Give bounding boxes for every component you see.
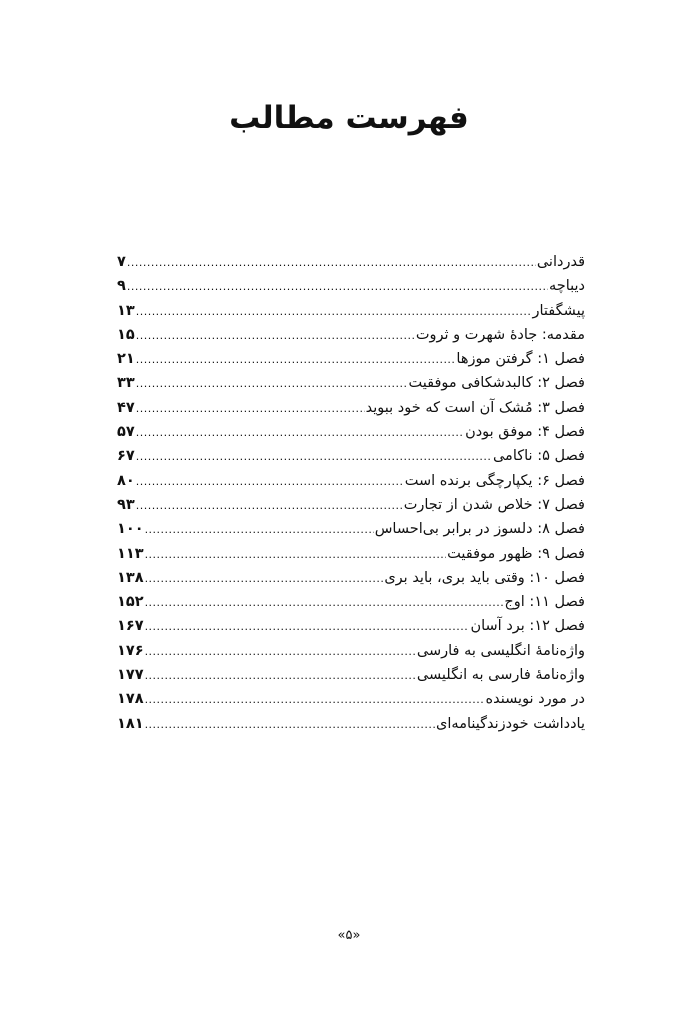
toc-dot-leader [136,324,415,348]
toc-entry-label: فصل ۱۲: برد آسان [470,618,585,635]
toc-dot-leader [136,421,464,445]
toc-entry [117,590,585,614]
page-title: فهرست مطالب [229,100,469,136]
toc-dot-leader [127,275,548,299]
toc-entry-page: ۸۰ [117,472,135,489]
toc-entry-label: فصل ۷: خلاص شدن از تجارت [403,496,585,513]
toc-dot-leader [145,615,470,639]
toc-dot-leader [145,664,416,688]
toc-entry [117,712,585,736]
toc-entry-label: قدردانی [536,254,585,270]
toc-entry [117,687,585,711]
toc-entry [117,663,585,687]
toc-entry-label: فصل ۵: ناکامی [492,448,585,465]
toc-entry [117,347,585,371]
toc-entry-label: فصل ۱۰: وقتی باید بری، باید بری [384,569,585,586]
toc-entry-page: ۱۷۸ [117,691,144,708]
toc-entry [117,444,585,468]
toc-entry [117,396,585,420]
toc-dot-leader [136,494,403,518]
toc-entry-label: واژه‌نامهٔ فارسی به انگلیسی [416,667,585,684]
toc-dot-leader [136,348,456,372]
toc-entry-label: مقدمه: جادهٔ شهرت و ثروت [415,326,585,343]
toc-dot-leader [145,713,435,737]
toc-entry-label: دیباچه [548,278,585,295]
toc-entry-label: فصل ۴: موفق بودن [465,424,585,441]
toc-entry-label: فصل ۶: یکپارچگی برنده است [404,472,585,489]
toc-entry [117,517,585,541]
toc-entry [117,371,585,395]
toc-entry-page: ۹ [117,278,126,295]
toc-entry-page: ۱۷۷ [117,667,144,684]
toc-entry-page: ۴۷ [117,399,135,416]
toc-entry-page: ۲۱ [117,351,135,368]
toc-entry-page: ۱۳ [117,302,135,319]
toc-dot-leader [145,591,504,615]
toc-entry [117,323,585,347]
toc-entry-label: فصل ۱: گرفتن موزها [456,351,585,368]
toc-entry-page: ۷ [117,254,126,270]
toc-entry-label: فصل ۳: مُشک آن است که خود ببوید [365,399,585,416]
toc-entry [117,566,585,590]
toc-entry-label: یادداشت خودزندگینامه‌ای [436,715,585,732]
toc-dot-leader [145,543,447,567]
toc-entry-page: ۱۶۷ [117,618,144,635]
toc-entry-page: ۱۵۲ [117,594,144,611]
toc-entry-page: ۱۸۱ [117,715,144,732]
toc-dot-leader [127,251,536,275]
toc-entry [117,614,585,638]
toc-entry-label: فصل ۱۱: اوج [504,594,585,611]
toc-dot-leader [136,397,365,421]
toc-entry [117,493,585,517]
toc-entry-page: ۹۳ [117,496,135,513]
toc-entry [117,639,585,663]
toc-dot-leader [145,518,374,542]
toc-entry-label: در مورد نویسنده [485,691,585,708]
toc-entry-page: ۵۷ [117,424,135,441]
toc-entry-page: ۱۳۸ [117,569,144,586]
toc-dot-leader [145,688,485,712]
toc-dot-leader [136,300,532,324]
toc-dot-leader [145,640,416,664]
toc-entry [117,420,585,444]
toc-entry-page: ۶۷ [117,448,135,465]
toc-entry [117,274,585,298]
toc-entry-label: فصل ۲: کالبدشکافی موفقیت [408,375,585,392]
page-number: «۵» [337,928,361,943]
toc-entry-page: ۳۳ [117,375,135,392]
toc-entry-label: پیشگفتار [532,302,585,319]
toc-entry-page: ۱۰۰ [117,521,144,538]
toc-entry-label: فصل ۹: ظهور موفقیت [447,545,585,562]
toc-entry [117,469,585,493]
toc-dot-leader [136,470,404,494]
toc-dot-leader [145,567,384,591]
toc-entry-label: فصل ۸: دلسوز در برابر بی‌احساس [374,521,585,538]
toc-entry-page: ۱۷۶ [117,642,144,659]
toc-entry-label: واژه‌نامهٔ انگلیسی به فارسی [416,642,585,659]
toc-entry-page: ۱۵ [117,326,135,343]
toc-entry-page: ۱۱۳ [117,545,144,562]
toc-dot-leader [136,445,492,469]
toc-entry [117,299,585,323]
table-of-contents [117,250,585,736]
toc-entry [117,250,585,274]
toc-entry [117,542,585,566]
toc-dot-leader [136,372,408,396]
